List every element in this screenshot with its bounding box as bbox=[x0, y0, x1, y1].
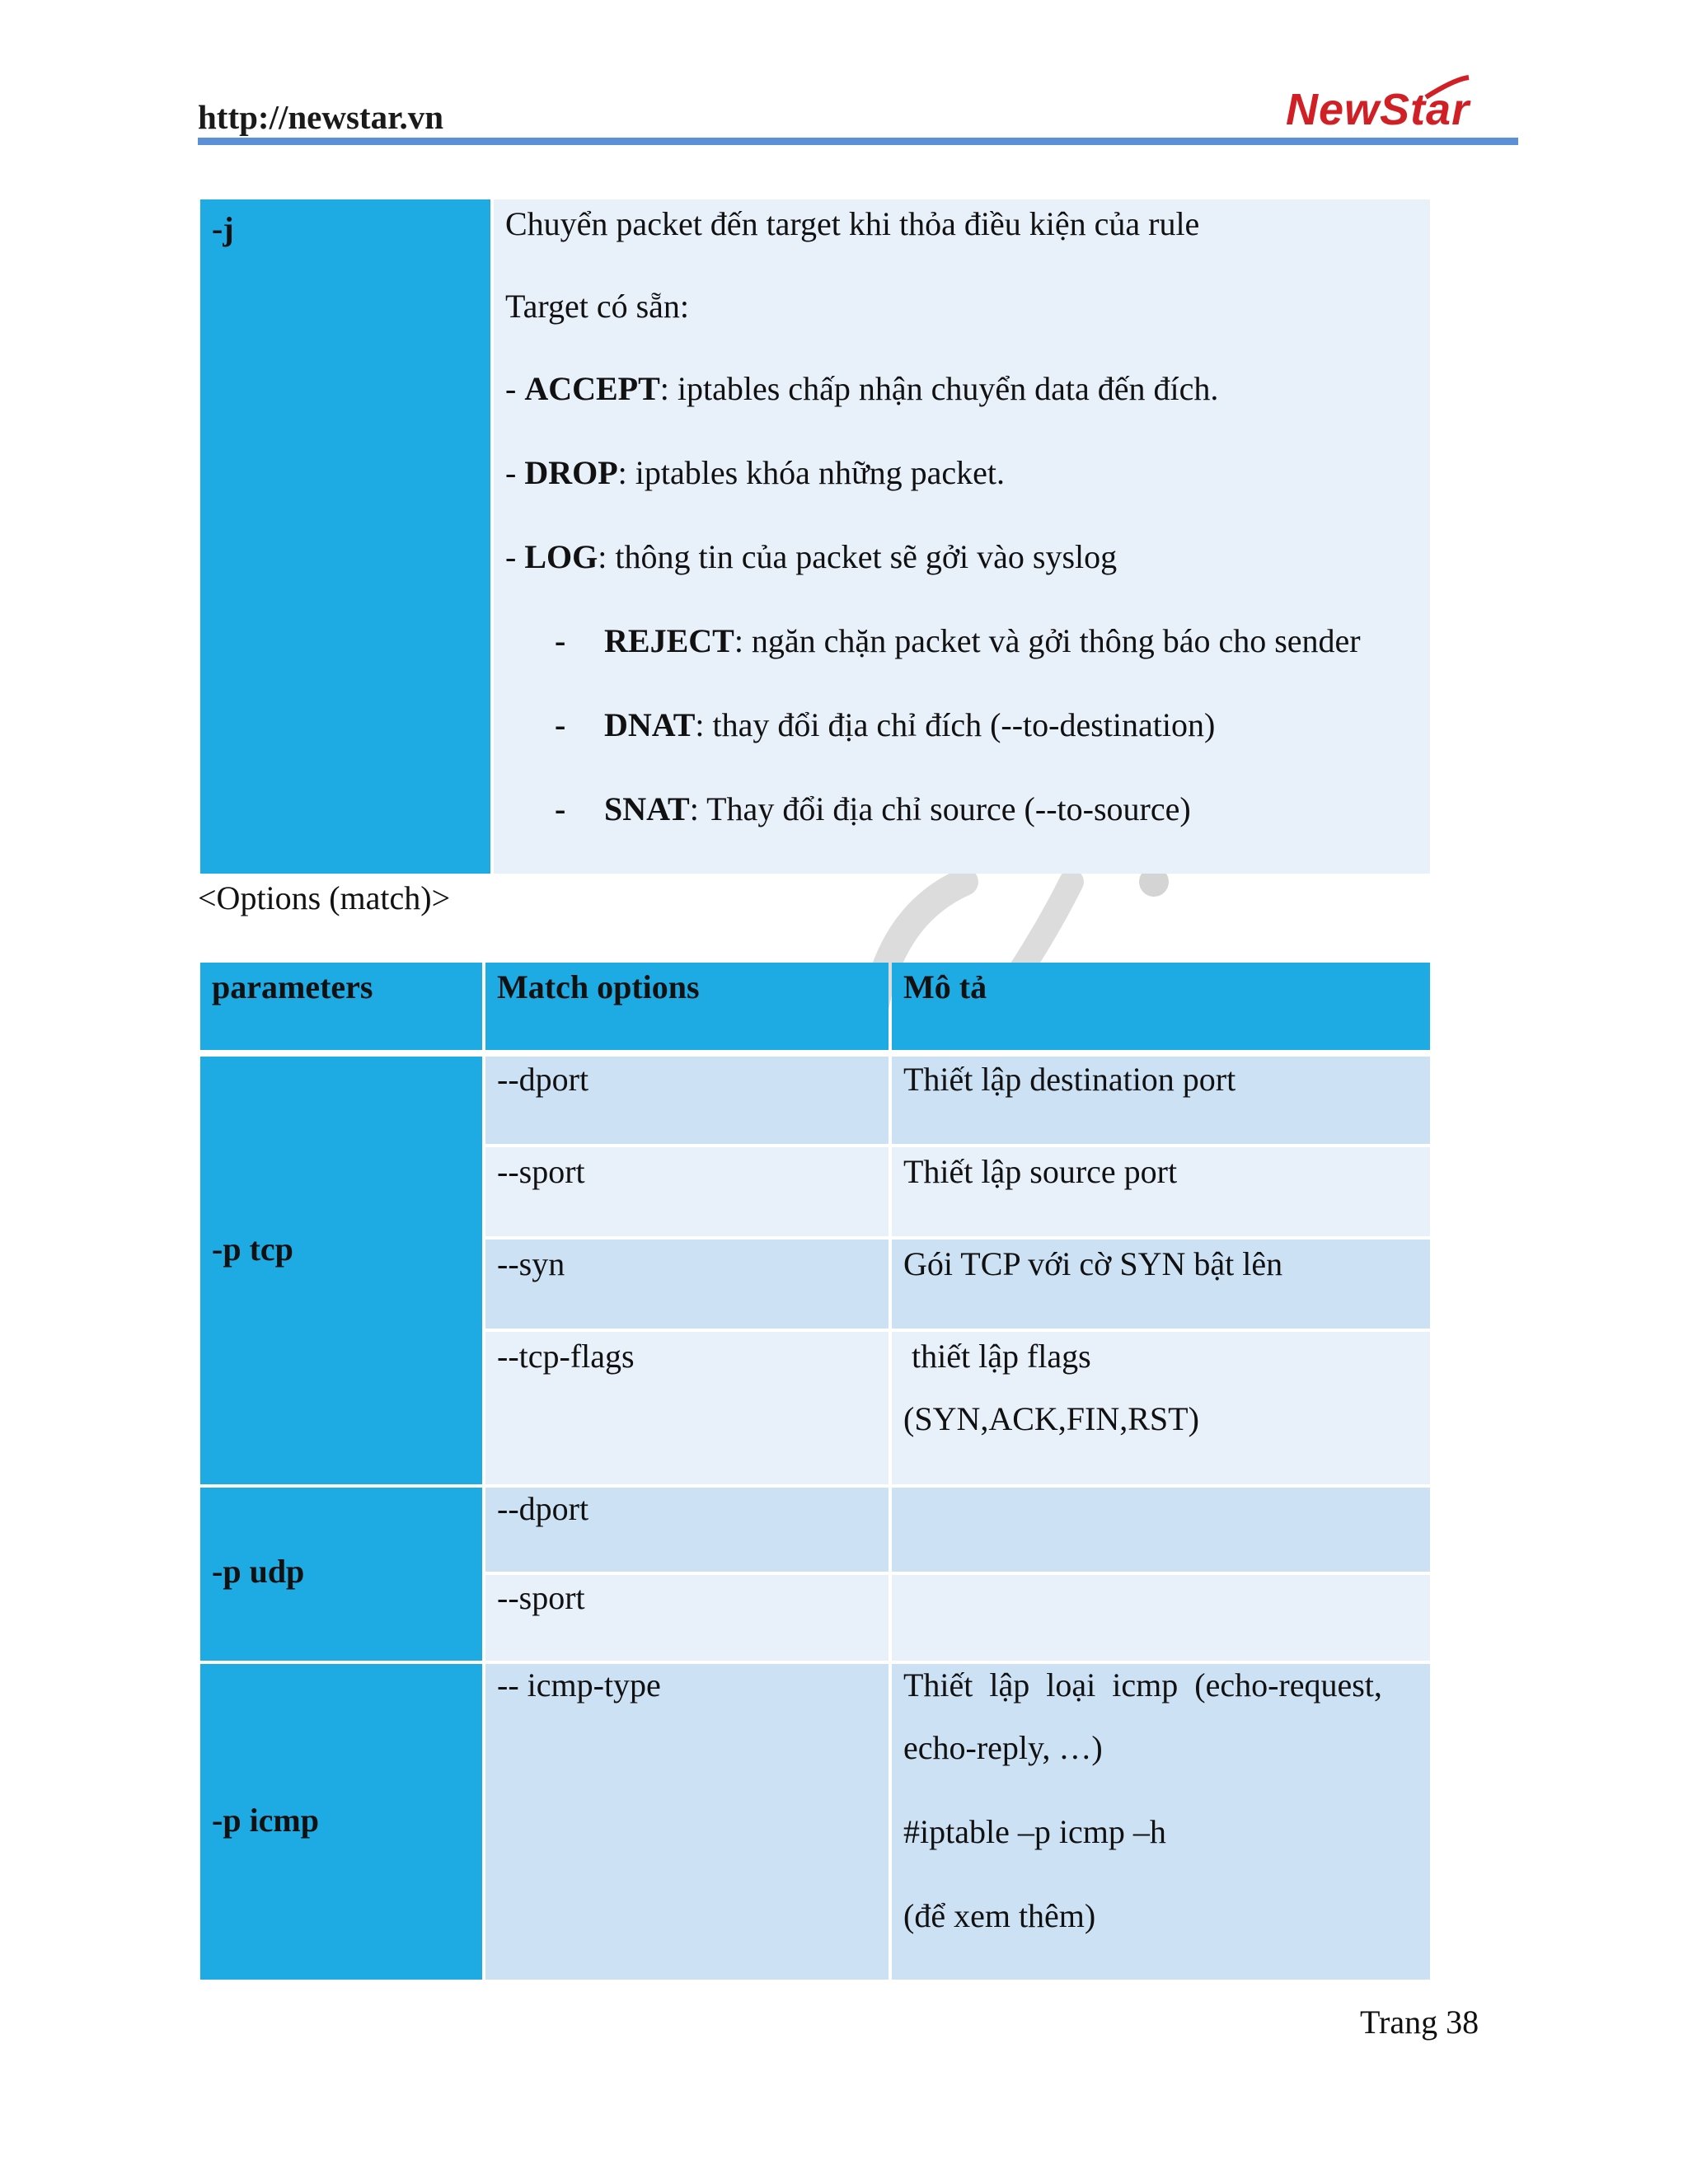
param-cell-icmp: -p icmp bbox=[200, 1664, 482, 1980]
target-dnat: DNAT: thay đổi địa chỉ đích (--to-destination) bbox=[604, 706, 1216, 743]
target-log: - LOG: thông tin của packet sẽ gởi vào syslog bbox=[505, 538, 1118, 575]
target-dnat-name: DNAT bbox=[604, 706, 696, 743]
header-parameters: parameters bbox=[200, 963, 482, 1050]
table-row-option: --dport bbox=[485, 1057, 889, 1144]
intro-text: Chuyển packet đến target khi thỏa điều kiện của rule bbox=[505, 205, 1200, 242]
table-row-option: --tcp-flags bbox=[485, 1332, 889, 1484]
target-reject: REJECT: ngăn chặn packet và gởi thông báo cho sender bbox=[604, 622, 1361, 659]
target-snat-name: SNAT bbox=[604, 790, 690, 827]
param-label: -j bbox=[212, 210, 234, 247]
table-row-desc bbox=[892, 1575, 1430, 1661]
page-number: Trang 38 bbox=[1360, 2004, 1479, 2041]
param-cell-j bbox=[200, 199, 490, 874]
table-row-desc: Thiết lập loại icmp (echo-request, echo-reply, …) #iptable –p icmp –h (để xem thêm) bbox=[892, 1664, 1430, 1980]
target-accept: - ACCEPT: iptables chấp nhận chuyển data đến đích. bbox=[505, 370, 1219, 407]
target-drop-name: DROP bbox=[524, 454, 618, 491]
target-accept-name: ACCEPT bbox=[524, 370, 660, 407]
target-table bbox=[200, 199, 1430, 874]
table-row-desc: Thiết lập destination port bbox=[892, 1057, 1430, 1144]
table-row-desc: Thiết lập source port bbox=[892, 1147, 1430, 1236]
param-cell-udp: -p udp bbox=[200, 1488, 482, 1661]
options-caption: <Options (match)> bbox=[198, 879, 451, 916]
target-log-name: LOG bbox=[524, 538, 598, 575]
header-description: Mô tả bbox=[892, 963, 1430, 1050]
logo-text: NewStar bbox=[1286, 85, 1470, 134]
header-url[interactable]: http://newstar.vn bbox=[198, 98, 444, 136]
target-snat: SNAT: Thay đổi địa chỉ source (--to-source) bbox=[604, 790, 1191, 827]
target-drop: - DROP: iptables khóa những packet. bbox=[505, 454, 1005, 491]
bullet-dash: - bbox=[555, 622, 566, 659]
param-cell-tcp: -p tcp bbox=[200, 1057, 482, 1484]
table-row-desc bbox=[892, 1488, 1430, 1572]
header-divider bbox=[198, 138, 1518, 145]
bullet-dash: - bbox=[555, 706, 566, 743]
header-match-options: Match options bbox=[485, 963, 889, 1050]
table-row-option: -- icmp-type bbox=[485, 1664, 889, 1980]
bullet-dash: - bbox=[555, 790, 566, 827]
table-row-option: --syn bbox=[485, 1240, 889, 1329]
table-row-option: --sport bbox=[485, 1147, 889, 1236]
table-row-desc: thiết lập flags (SYN,ACK,FIN,RST) bbox=[892, 1332, 1430, 1484]
table-row-option: --dport bbox=[485, 1488, 889, 1572]
table-row-desc: Gói TCP với cờ SYN bật lên bbox=[892, 1240, 1430, 1329]
targets-title: Target có sẵn: bbox=[505, 288, 690, 325]
table-row-option: --sport bbox=[485, 1575, 889, 1661]
target-reject-name: REJECT bbox=[604, 622, 734, 659]
newstar-logo bbox=[1286, 73, 1525, 138]
